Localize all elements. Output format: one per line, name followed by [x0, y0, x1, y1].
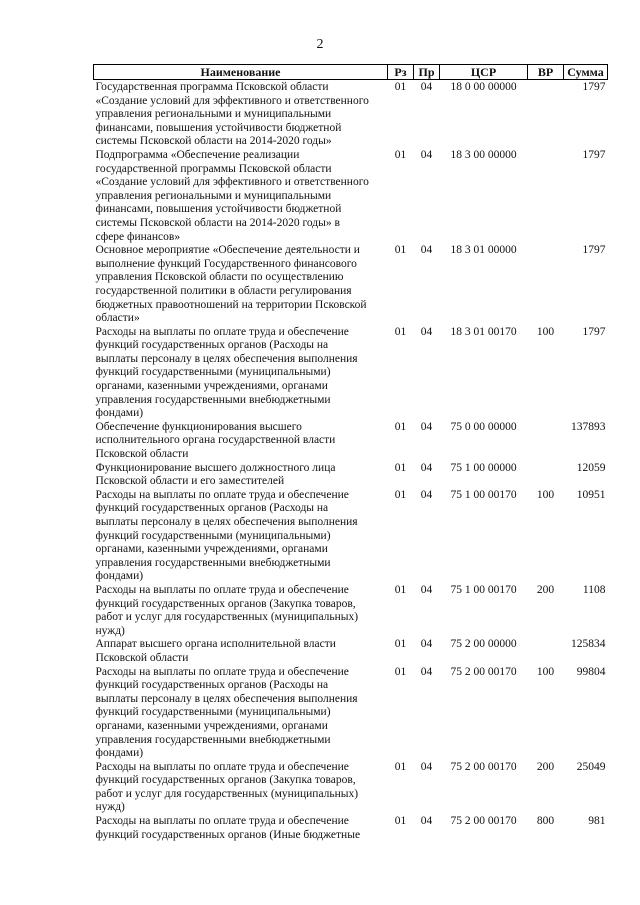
row-rz: 01 [394, 815, 407, 828]
table-row [94, 638, 608, 665]
row-csr: 18 3 01 00170 [450, 325, 517, 338]
row-rz: 01 [394, 325, 407, 338]
row-vr [528, 80, 564, 149]
row-name [94, 666, 388, 761]
row-pr: 04 [420, 760, 433, 773]
row-name [94, 584, 388, 638]
table-row [94, 149, 608, 244]
row-vr [528, 244, 564, 326]
page-number: 2 [316, 37, 324, 52]
row-sum: 125834 [571, 638, 606, 651]
row-sum: 1108 [582, 583, 606, 596]
row-sum: 1797 [582, 244, 606, 257]
table-header-row [94, 65, 608, 80]
row-pr: 04 [420, 461, 433, 474]
row-vr [528, 149, 564, 244]
row-vr [528, 421, 564, 462]
header-csr: ЦСР [440, 65, 528, 80]
row-name-text: Расходы на выплаты по оплате труда и обеспечение функций государственных органов (Закупка товаров, работ и услуг для государственных (муниципальных) нужд) [95, 583, 359, 637]
row-sum: 137893 [571, 420, 606, 433]
row-sum: 99804 [576, 665, 606, 678]
row-pr: 04 [420, 638, 433, 651]
row-csr: 75 0 00 00000 [450, 420, 517, 433]
row-sum: 1797 [582, 325, 606, 338]
row-pr: 04 [420, 420, 433, 433]
row-rz: 01 [394, 760, 407, 773]
header-sum: Сумма [564, 65, 608, 80]
table-row [94, 761, 608, 815]
row-name [94, 421, 388, 462]
row-rz: 01 [394, 148, 407, 161]
row-name [94, 462, 388, 489]
header-name: Наименование [94, 65, 388, 80]
row-csr: 75 1 00 00000 [450, 461, 517, 474]
table-row [94, 80, 608, 149]
row-vr [528, 638, 564, 665]
row-name-text: Обеспечение функционирования высшего исполнительного органа государственной власти Псковской области [95, 420, 336, 461]
row-name-text: Государственная программа Псковской области «Создание условий для эффективного и ответственного управления региональными и муниципальными финансами, повышения устойчивости бюджетной системы Псковской области на 2014-2020 годы» [95, 81, 369, 148]
row-name-text: Аппарат высшего органа исполнительной власти Псковской области [95, 638, 336, 664]
row-vr: 100 [536, 325, 555, 338]
row-csr: 75 2 00 00170 [450, 665, 517, 678]
row-sum: 981 [588, 815, 606, 828]
row-name [94, 761, 388, 815]
row-csr: 18 3 01 00000 [450, 244, 517, 257]
row-name [94, 326, 388, 421]
row-csr: 75 2 00 00000 [450, 638, 517, 651]
row-name-text: Расходы на выплаты по оплате труда и обеспечение функций государственных органов (Расходы на выплаты персоналу в целях обеспечения выполнения функций государственными (муниципальными) органами, казенными учреждениями, органами управления государственными внебюджетными фондами) [95, 665, 358, 760]
row-rz: 01 [394, 81, 407, 93]
row-pr: 04 [420, 148, 433, 161]
row-csr: 75 1 00 00170 [450, 488, 517, 501]
table-row [94, 244, 608, 326]
budget-table [93, 64, 608, 842]
row-vr: 200 [536, 760, 555, 773]
header-pr: Пр [414, 65, 440, 80]
header-rz: Рз [388, 65, 414, 80]
row-vr: 200 [536, 583, 555, 596]
table-row [94, 421, 608, 462]
row-sum: 12059 [576, 461, 606, 474]
table-row [94, 489, 608, 584]
row-sum: 1797 [582, 81, 606, 93]
row-pr: 04 [420, 488, 433, 501]
table-row [94, 326, 608, 421]
row-pr: 04 [420, 244, 433, 257]
row-name-text: Функционирование высшего должностного лица Псковской области и его заместителей [95, 461, 336, 488]
row-pr: 04 [420, 815, 433, 828]
row-rz: 01 [394, 638, 407, 651]
table-row [94, 666, 608, 761]
table-row [94, 462, 608, 489]
row-sum: 10951 [576, 488, 606, 501]
row-rz: 01 [394, 420, 407, 433]
row-csr: 75 2 00 00170 [450, 815, 517, 828]
row-csr: 18 0 00 00000 [450, 81, 517, 93]
row-pr: 04 [420, 665, 433, 678]
row-csr: 75 2 00 00170 [450, 760, 517, 773]
row-pr: 04 [420, 583, 433, 596]
row-name-text: Подпрограмма «Обеспечение реализации государственной программы Псковской области «Создание условий для эффективного и ответственного управления региональными и муниципальными финансами, повышения устойчивости бюджетной системы Псковской области на 2014-2020 годы» в сфере финансов» [95, 148, 369, 243]
row-vr [528, 462, 564, 489]
row-pr: 04 [420, 325, 433, 338]
row-csr: 18 3 00 00000 [450, 148, 517, 161]
row-name [94, 489, 388, 584]
row-rz: 01 [394, 665, 407, 678]
row-name [94, 244, 388, 326]
row-name-text: Расходы на выплаты по оплате труда и обеспечение функций государственных органов (Расходы на выплаты персоналу в целях обеспечения выполнения функций государственными (муниципальными) органами, казенными учреждениями, органами управления государственными внебюджетными фондами) [95, 488, 358, 583]
row-sum: 1797 [582, 148, 606, 161]
row-vr: 100 [536, 665, 555, 678]
row-name [94, 80, 388, 149]
row-name-text: Расходы на выплаты по оплате труда и обеспечение функций государственных органов (Расходы на выплаты персоналу в целях обеспечения выполнения функций государственными (муниципальными) органами, казенными учреждениями, органами управления государственными внебюджетными фондами) [95, 325, 358, 420]
row-name-text: Расходы на выплаты по оплате труда и обеспечение функций государственных органов (Иные бюджетные [95, 815, 361, 841]
row-name [94, 638, 388, 665]
row-rz: 01 [394, 583, 407, 596]
row-sum: 25049 [576, 760, 606, 773]
row-rz: 01 [394, 461, 407, 474]
row-vr: 800 [536, 815, 555, 828]
row-rz: 01 [394, 488, 407, 501]
row-name [94, 815, 388, 842]
row-name-text: Основное мероприятие «Обеспечение деятельности и выполнение функций Государственного финансового управления Псковской области по осуществлению государственной политики в области регулирования бюджетных правоотношений на территории Псковской области» [95, 244, 367, 325]
row-csr: 75 1 00 00170 [450, 583, 517, 596]
row-rz: 01 [394, 244, 407, 257]
row-pr: 04 [420, 81, 433, 93]
table-row [94, 584, 608, 638]
row-vr: 100 [536, 488, 555, 501]
header-vr: ВР [528, 65, 564, 80]
table-row [94, 815, 608, 842]
row-name [94, 149, 388, 244]
row-name-text: Расходы на выплаты по оплате труда и обеспечение функций государственных органов (Закупка товаров, работ и услуг для государственных (муниципальных) нужд) [95, 760, 359, 814]
